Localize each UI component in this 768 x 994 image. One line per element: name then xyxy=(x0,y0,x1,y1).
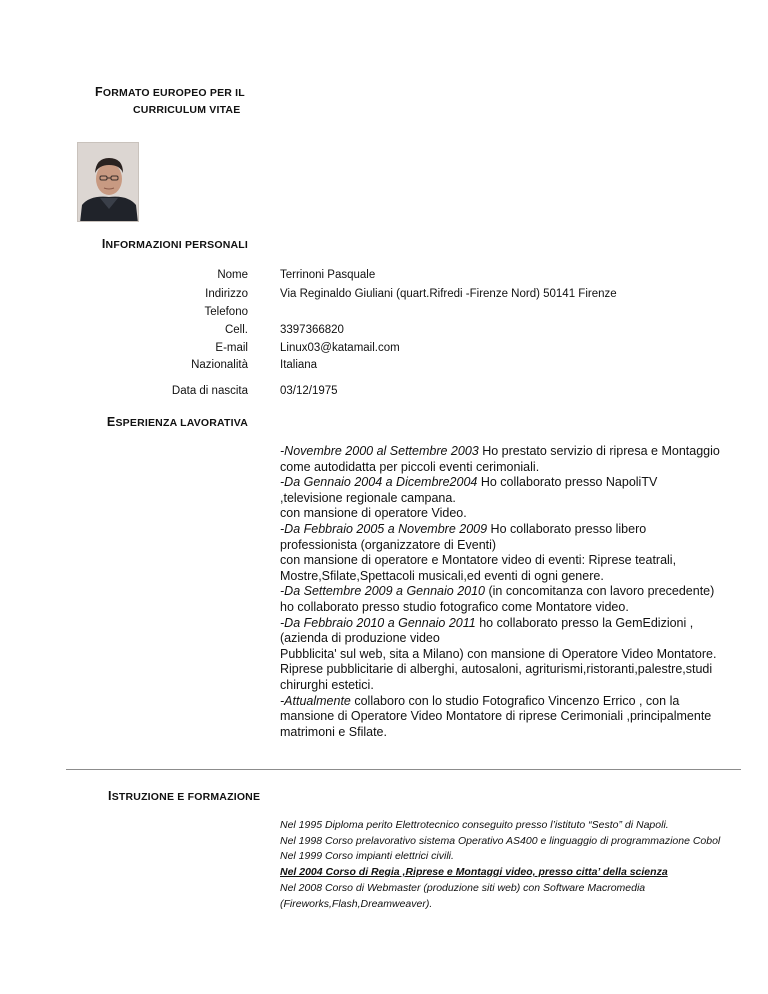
value-address: Via Reginaldo Giuliani (quart.Rifredi -Firenze Nord) 50141 Firenze xyxy=(280,288,617,300)
education-item: Nel 1995 Diploma perito Elettrotecnico conseguito presso l’istituto “Sesto” di Napoli. xyxy=(280,819,669,831)
label-email: E-mail xyxy=(215,342,248,354)
label-birthdate: Data di nascita xyxy=(171,385,248,397)
label-name: Nome xyxy=(217,269,248,281)
experience-entry: con mansione di operatore Video. xyxy=(280,506,467,521)
value-birthdate: 03/12/1975 xyxy=(280,385,338,397)
value-name: Terrinoni Pasquale xyxy=(280,269,376,281)
section-divider xyxy=(66,769,741,770)
education-item: Nel 1999 Corso impianti elettrici civili. xyxy=(280,850,454,863)
experience-entry: Riprese pubblicitarie di alberghi, autosaloni, agriturismi,ristoranti,palestre,studi chirurghi estetici. xyxy=(280,662,713,692)
experience-entry: -Attualmente collaboro con lo studio Fotografico Vincenzo Errico , con la mansione di Operatore Video Montatore di riprese Cerimoniali ,principalmente matrimoni e Sfilate. xyxy=(280,693,712,739)
education-item-highlight: Nel 2004 Corso di Regia ,Riprese e Montaggi video, presso citta’ della scienza xyxy=(280,866,668,879)
experience-entry: -Da Settembre 2009 a Gennaio 2010 (in concomitanza con lavoro precedente) ho collaborato presso studio fotografico come Montatore video. xyxy=(280,584,715,614)
experience-body xyxy=(280,444,720,740)
profile-photo xyxy=(77,142,139,222)
experience-entry: Pubblicita' sul web, sita a Milano) con mansione di Operatore Video Montatore. xyxy=(280,646,717,661)
label-address: Indirizzo xyxy=(205,288,248,300)
education-item: Nel 1998 Corso prelavorativo sistema Operativo AS400 e linguaggio di programmazione Cobol xyxy=(280,834,721,847)
section-heading-personal: INFORMAZIONI PERSONALI xyxy=(101,237,248,251)
experience-entry: -Da Gennaio 2004 a Dicembre2004 Ho collaborato presso NapoliTV ,televisione regionale campana. xyxy=(280,475,658,505)
section-heading-experience: ESPERIENZA LAVORATIVA xyxy=(106,415,248,429)
document-subtitle: CURRICULUM VITAE xyxy=(133,104,241,116)
document-title: FORMATO EUROPEO PER IL xyxy=(95,85,245,99)
experience-entry: -Novembre 2000 al Settembre 2003 Ho prestato servizio di ripresa e Montaggio come autodidatta per piccoli eventi cerimoniali. xyxy=(280,444,720,474)
experience-entry: con mansione di operatore e Montatore video di eventi: Riprese teatrali, Mostre,Sfilate,Spettacoli musicali,ed eventi di ogni genere. xyxy=(280,553,677,583)
value-cell: 3397366820 xyxy=(280,324,344,336)
section-heading-education: ISTRUZIONE E FORMAZIONE xyxy=(108,789,261,803)
label-phone: Telefono xyxy=(204,306,248,318)
value-nationality: Italiana xyxy=(280,359,318,371)
education-body xyxy=(280,818,740,912)
experience-entry: -Da Febbraio 2010 a Gennaio 2011 ho collaborato presso la GemEdizioni ,(azienda di produzione video xyxy=(280,615,694,646)
value-email: Linux03@katamail.com xyxy=(280,342,400,354)
education-item: Nel 2008 Corso di Webmaster (produzione siti web) con Software Macromedia (Fireworks,Flash,Dreamweaver). xyxy=(280,881,646,910)
label-nationality: Nazionalità xyxy=(191,359,248,371)
experience-entry: -Da Febbraio 2005 a Novembre 2009 Ho collaborato presso libero professionista (organizzatore di Eventi) xyxy=(280,521,647,552)
label-cell: Cell. xyxy=(224,324,248,336)
